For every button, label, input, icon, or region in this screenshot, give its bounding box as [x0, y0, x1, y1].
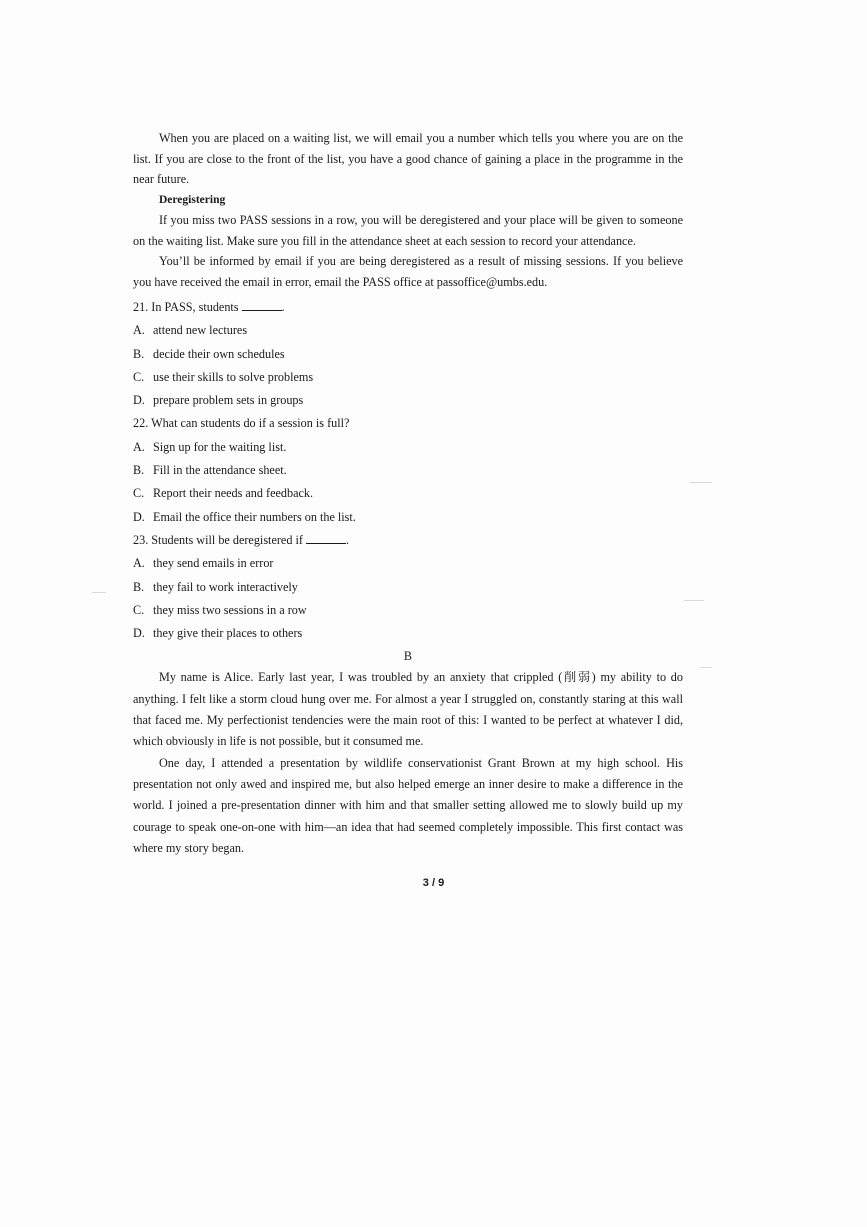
option-c[interactable] — [133, 482, 683, 505]
option-letter: A. — [133, 439, 145, 454]
option-b[interactable] — [133, 343, 683, 366]
option-text: Email the office their numbers on the list. — [153, 509, 356, 524]
option-letter: A. — [133, 556, 145, 571]
option-letter: D. — [133, 509, 145, 524]
scan-speck — [92, 592, 106, 593]
option-letter: A. — [133, 323, 145, 338]
deregistering-heading: Deregistering — [159, 193, 226, 206]
question-list — [133, 296, 683, 645]
option-b[interactable] — [133, 459, 683, 482]
option-text: they send emails in error — [153, 556, 274, 571]
question-stem — [133, 529, 683, 552]
answer-blank — [242, 298, 282, 311]
waiting-list-paragraph: When you are placed on a waiting list, we will email you a number which tells you where you are on the list. If you are close to the front of the list, you have a good chance of gaining a place in the programme in the near future. — [133, 131, 683, 186]
question-text: In PASS, students — [151, 300, 239, 314]
question-stem — [133, 296, 683, 319]
option-text: they fail to work interactively — [153, 579, 298, 594]
passage-b-paragraph-1: My name is Alice. Early last year, I was troubled by an anxiety that crippled (削弱) my ability to do anything. I felt like a storm cloud hung over me. For almost a year I struggled on, constantly staring at this wall that faced me. My perfectionist tendencies were the main root of this: I wanted to be perfect at whatever I did, which obviously in life is not possible, but it consumed me. — [133, 670, 683, 749]
option-a[interactable] — [133, 552, 683, 575]
question-text: What can students do if a session is full? — [151, 416, 350, 431]
option-letter: C. — [133, 369, 145, 384]
question-23 — [133, 529, 683, 645]
option-letter: C. — [133, 486, 145, 501]
option-text: they give their places to others — [153, 626, 303, 641]
question-number: 21. — [133, 300, 149, 314]
section-b-heading: B — [403, 649, 413, 664]
option-letter: B. — [133, 346, 145, 361]
question-number: 22. — [133, 416, 149, 431]
option-letter: D. — [133, 393, 145, 408]
option-text: Report their needs and feedback. — [153, 486, 314, 501]
option-text: prepare problem sets in groups — [153, 393, 304, 408]
option-text: Sign up for the waiting list. — [153, 439, 287, 454]
page-content — [133, 128, 683, 859]
option-a[interactable] — [133, 319, 683, 342]
option-d[interactable] — [133, 389, 683, 412]
option-letter: D. — [133, 626, 145, 641]
option-letter: B. — [133, 579, 145, 594]
option-text: decide their own schedules — [153, 346, 285, 361]
question-end-punctuation: . — [345, 532, 350, 547]
deregistering-paragraph-2: You’ll be informed by email if you are being deregistered as a result of missing sessions. If you believe you have received the email in error, email the PASS office at passoffice@umbs.edu. — [133, 254, 683, 289]
scan-speck — [690, 482, 712, 483]
question-number: 23. — [133, 532, 149, 547]
scan-speck — [700, 667, 712, 668]
question-21 — [133, 296, 683, 412]
option-d[interactable] — [133, 506, 683, 529]
option-letter: C. — [133, 602, 145, 617]
question-stem — [133, 412, 683, 435]
question-text: Students will be deregistered if — [151, 532, 303, 547]
option-d[interactable] — [133, 622, 683, 645]
option-text: they miss two sessions in a row — [153, 602, 307, 617]
question-end-punctuation: . — [281, 300, 285, 314]
option-text: use their skills to solve problems — [153, 369, 314, 384]
question-22 — [133, 412, 683, 528]
option-letter: B. — [133, 463, 145, 478]
answer-blank — [306, 531, 346, 544]
deregistering-paragraph-1: If you miss two PASS sessions in a row, you will be deregistered and your place will be given to someone on the waiting list. Make sure you fill in the attendance sheet at each session to record your attendance. — [133, 213, 683, 248]
page-number: 3 / 9 — [422, 877, 445, 889]
option-b[interactable] — [133, 576, 683, 599]
passage-b-paragraph-2: One day, I attended a presentation by wildlife conservationist Grant Brown at my high school. His presentation not only awed and inspired me, but also helped emerge an inner desire to make a difference in the world. I joined a pre-presentation dinner with him and that smaller setting allowed me to slowly build up my courage to speak one-on-one with him—an idea that had seemed completely impossible. This first contact was where my story began. — [133, 755, 683, 855]
option-a[interactable] — [133, 436, 683, 459]
option-text: Fill in the attendance sheet. — [153, 463, 287, 478]
option-c[interactable] — [133, 366, 683, 389]
option-c[interactable] — [133, 599, 683, 622]
option-text: attend new lectures — [153, 323, 248, 338]
scan-speck — [684, 600, 704, 601]
